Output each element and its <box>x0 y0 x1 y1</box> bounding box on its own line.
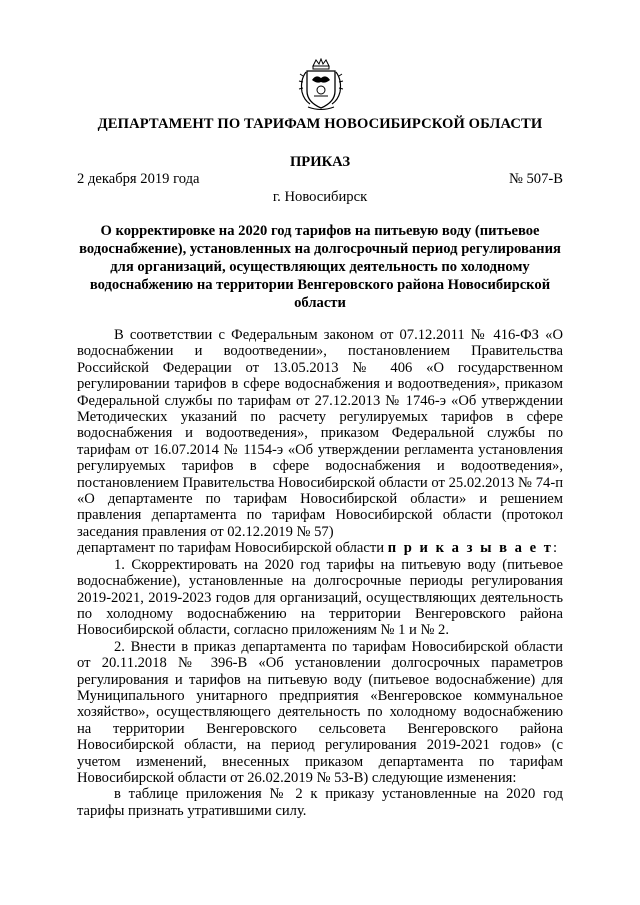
item-1-paragraph: 1. Скорректировать на 2020 год тарифы на питьевую воду (питьевое водоснабжение), установленные на долгосрочные периоды регулирования 2019-2021, 2019-2023 годов для организаций, осуществляющих деятельность по холодному водоснабжению на территории Венгеровского района Новосибирской области, согласно приложениям № 1 и № 2. <box>77 556 563 639</box>
orders-suffix: : <box>552 540 557 557</box>
order-body <box>77 327 563 819</box>
department-title: ДЕПАРТАМЕНТ ПО ТАРИФАМ НОВОСИБИРСКОЙ ОБЛАСТИ <box>97 116 543 132</box>
order-subject: О корректировке на 2020 год тарифов на питьевую воду (питьевое водоснабжение), установленных на долгосрочный период регулирования для организаций, осуществляющих деятельность по холодному водоснабжению на территории Венгеровского района Новосибирской области <box>79 223 561 311</box>
preamble-paragraph: В соответствии с Федеральным законом от 07.12.2011 № 416-ФЗ «О водоснабжении и водоотведении», постановлением Правительства Российской Федерации от 13.05.2013 № 406 «О государственном регулировании тарифов в сфере водоснабжения и водоотведения», приказом Федеральной службы по тарифам от 27.12.2013 № 1746-э «Об утверждении Методических указаний по расчету регулируемых тарифов в сфере водоснабжения и водоотведения», приказом Федеральной службы по тарифам от 16.07.2014 № 1154-э «Об утверждении регламента установления регулируемых тарифов в сфере водоснабжения и водоотведения», постановлением Правительства Новосибирской области от 25.02.2013 № 74-п «О департаменте по тарифам Новосибирской области» и решением правления департамента по тарифам Новосибирской области (протокол заседания правления от 02.12.2019 № 57) <box>77 327 563 540</box>
orders-word: п р и к а з ы в а е т <box>387 540 553 557</box>
item-2-sub-paragraph: в таблице приложения № 2 к приказу установленные на 2020 год тарифы признать утратившими силу. <box>77 786 563 819</box>
item-2-paragraph: 2. Внести в приказ департамента по тарифам Новосибирской области от 20.11.2018 № 396-В «Об установлении долгосрочных параметров регулирования и тарифов на питьевую воду (питьевое водоснабжение) для Муниципального унитарного предприятия «Венгеровское коммунальное хозяйство», осуществляющего деятельность по холодному водоснабжению на территории Венгеровского сельсовета Венгеровского района Новосибирской области, на период регулирования 2019-2021 годов» (с учетом изменений, внесенных приказом департамента по тарифам Новосибирской области от 26.02.2019 № 53-В) следующие изменения: <box>77 638 563 786</box>
order-date: 2 декабря 2019 года <box>77 171 200 187</box>
order-number: № 507-В <box>508 171 563 187</box>
order-city: г. Новосибирск <box>272 189 368 205</box>
orders-paragraph <box>77 540 563 556</box>
order-title: ПРИКАЗ <box>289 154 351 170</box>
orders-prefix: департамент по тарифам Новосибирской области <box>77 540 388 557</box>
coat-of-arms-icon <box>298 58 344 112</box>
